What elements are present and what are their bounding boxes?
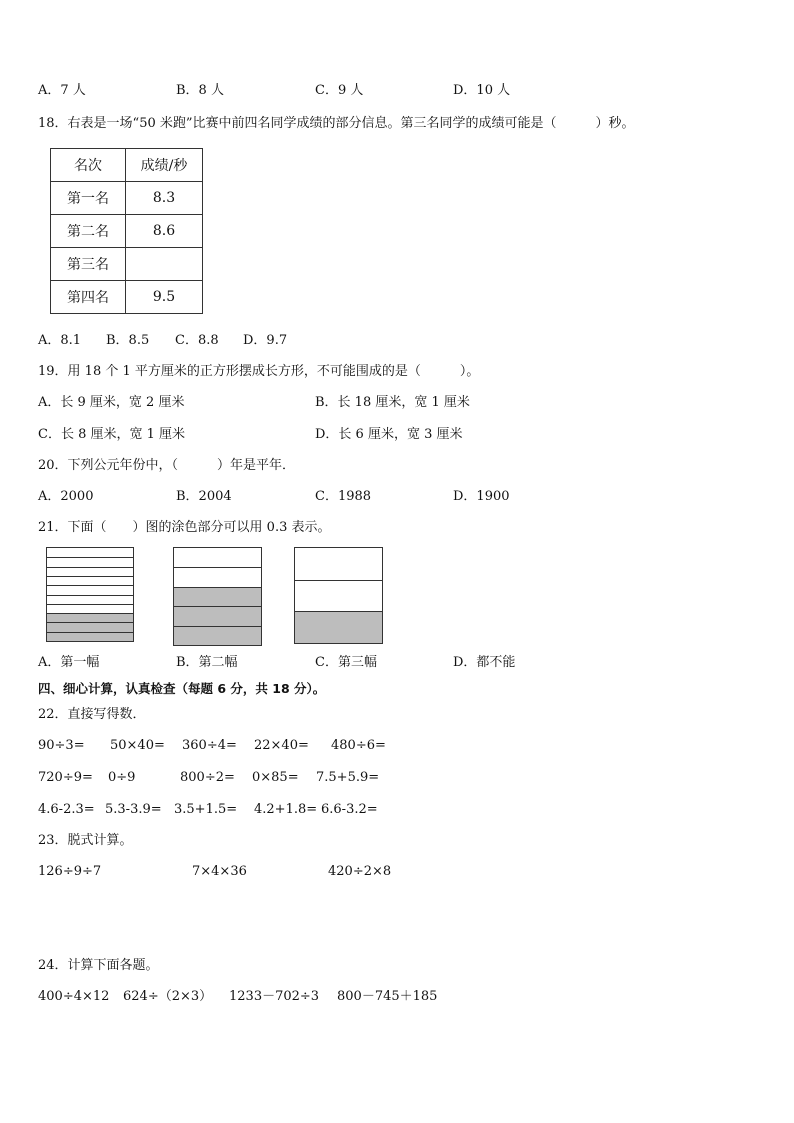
table-cell: 第二名	[51, 215, 126, 248]
calc-item: 4.2+1.8=	[254, 802, 318, 817]
table-cell: 第三名	[51, 248, 126, 281]
blank-band	[47, 604, 133, 613]
calc-item: 126÷9÷7	[38, 864, 102, 879]
calc-item: 7.5+5.9=	[316, 770, 380, 785]
q23-stem: 23．脱式计算。	[38, 833, 133, 848]
blank-band	[47, 585, 133, 594]
q21-option-c: C．第三幅	[315, 655, 377, 670]
q19-option-a: A．长 9 厘米，宽 2 厘米	[38, 395, 185, 410]
table-row	[51, 215, 203, 248]
q18-option-d: D．9.7	[243, 333, 288, 348]
shaded-band	[47, 632, 133, 641]
table-cell: 9.5	[126, 281, 203, 314]
calc-item: 1233－702÷3	[229, 989, 320, 1004]
q19-stem: 19．用 18 个 1 平方厘米的正方形摆成长方形，不可能围成的是（ ）。	[38, 364, 480, 379]
q17-option-c: C．9 人	[315, 83, 364, 98]
calc-item: 360÷4=	[182, 738, 237, 753]
q18-option-c: C．8.8	[175, 333, 219, 348]
calc-item: 800÷2=	[180, 770, 235, 785]
q21-stem: 21．下面（ ）图的涂色部分可以用 0.3 表示。	[38, 520, 331, 535]
blank-band	[174, 548, 261, 567]
shaded-band	[295, 611, 382, 643]
q21-option-a: A．第一幅	[38, 655, 100, 670]
shaded-band	[174, 626, 261, 645]
shaded-band	[174, 587, 261, 606]
calc-item: 400÷4×12	[38, 989, 110, 1004]
table-row	[51, 281, 203, 314]
calc-item: 3.5+1.5=	[174, 802, 238, 817]
q18-option-b: B．8.5	[106, 333, 150, 348]
calc-item: 5.3-3.9=	[105, 802, 162, 817]
table-header-cell: 成绩/秒	[126, 149, 203, 182]
blank-band	[47, 576, 133, 585]
q20-option-c: C．1988	[315, 489, 372, 504]
calc-item: 0÷9	[108, 770, 136, 785]
q20-stem: 20．下列公元年份中，（ ）年是平年．	[38, 458, 296, 473]
q21-option-b: B．第二幅	[176, 655, 238, 670]
calc-item: 480÷6=	[331, 738, 386, 753]
q19-option-b: B．长 18 厘米，宽 1 厘米	[315, 395, 470, 410]
blank-band	[47, 595, 133, 604]
q17-option-a: A．7 人	[38, 83, 86, 98]
q20-option-b: B．2004	[176, 489, 232, 504]
calc-item: 800－745＋185	[337, 989, 438, 1004]
blank-band	[47, 567, 133, 576]
q20-option-a: A．2000	[38, 489, 94, 504]
shaded-band	[174, 606, 261, 625]
table-cell: 第一名	[51, 182, 126, 215]
q22-stem: 22．直接写得数．	[38, 707, 146, 722]
q24-stem: 24．计算下面各题。	[38, 958, 159, 973]
q18-results-table	[50, 148, 203, 314]
calc-item: 22×40=	[254, 738, 309, 753]
table-cell: 第四名	[51, 281, 126, 314]
blank-band	[174, 567, 261, 586]
q17-option-d: D．10 人	[453, 83, 511, 98]
calc-item: 90÷3=	[38, 738, 85, 753]
blank-band	[47, 548, 133, 557]
table-row	[51, 248, 203, 281]
q21-option-d: D．都不能	[453, 655, 516, 670]
table-cell	[126, 248, 203, 281]
shaded-band	[47, 622, 133, 631]
table-row	[51, 182, 203, 215]
table-header-row	[51, 149, 203, 182]
blank-band	[295, 548, 382, 580]
q18-option-a: A．8.1	[38, 333, 82, 348]
calc-item: 6.6-3.2=	[321, 802, 378, 817]
shaded-band	[47, 613, 133, 622]
q17-option-b: B．8 人	[176, 83, 224, 98]
q19-option-c: C．长 8 厘米，宽 1 厘米	[38, 427, 186, 442]
calc-item: 4.6-2.3=	[38, 802, 95, 817]
blank-band	[47, 557, 133, 566]
calc-item: 720÷9=	[38, 770, 93, 785]
figure-3	[294, 547, 383, 644]
calc-item: 0×85=	[252, 770, 299, 785]
q18-stem: 18．右表是一场“50 米跑”比赛中前四名同学成绩的部分信息。第三名同学的成绩可能是（ ）秒。	[38, 116, 635, 131]
table-cell: 8.3	[126, 182, 203, 215]
table-header-cell: 名次	[51, 149, 126, 182]
calc-item: 7×4×36	[192, 864, 247, 879]
calc-item: 50×40=	[110, 738, 165, 753]
calc-item: 420÷2×8	[328, 864, 392, 879]
figure-2	[173, 547, 262, 646]
q20-option-d: D．1900	[453, 489, 510, 504]
calc-item: 624÷（2×3）	[123, 989, 213, 1004]
table-cell: 8.6	[126, 215, 203, 248]
figure-1	[46, 547, 134, 642]
section-title: 四、细心计算，认真检查（每题 6 分，共 18 分）。	[38, 681, 326, 696]
blank-band	[295, 580, 382, 612]
q19-option-d: D．长 6 厘米，宽 3 厘米	[315, 427, 463, 442]
